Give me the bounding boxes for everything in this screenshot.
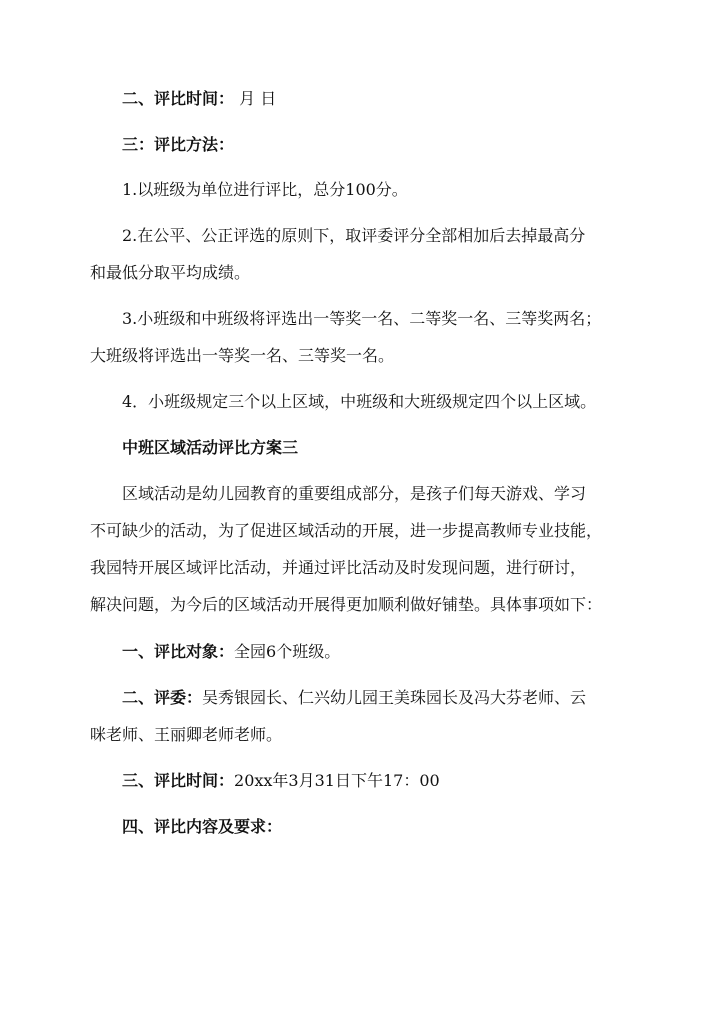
- paragraph-line: 大班级将评选出一等奖一名、三等奖一名。: [90, 346, 395, 365]
- paragraph-line: 1.以班级为单位进行评比，总分100分。: [122, 180, 408, 199]
- section-label: 一、评比对象：: [122, 642, 235, 661]
- section-value: 20xx年3月31日下午17：00: [234, 771, 440, 790]
- paragraph-line: 不可缺少的活动，为了促进区域活动的开展，进一步提高教师专业技能，: [90, 521, 603, 540]
- paragraph-line: 我园特开展区域评比活动，并通过评比活动及时发现问题，进行研讨，: [90, 558, 587, 577]
- paragraph-line: 区域活动是幼儿园教育的重要组成部分，是孩子们每天游戏、学习: [122, 484, 587, 503]
- paragraph-line: 2.在公平、公正评选的原则下，取评委评分全部相加后去掉最高分: [122, 226, 586, 245]
- section-value: 月 日: [234, 89, 277, 108]
- section-evaluation-time: [122, 88, 650, 110]
- paragraph-line: 解决问题，为今后的区域活动开展得更加顺利做好铺垫。具体事项如下：: [90, 595, 603, 614]
- section-value: 全园6个班级。: [234, 642, 341, 661]
- paragraph-line: 3.小班级和中班级将评选出一等奖一名、二等奖一名、三等奖两名；: [122, 309, 602, 328]
- paragraph-line: 和最低分取平均成绩。: [90, 263, 251, 282]
- heading-plan-three: 中班区域活动评比方案三: [122, 438, 299, 457]
- section-label: 三：评比方法：: [122, 135, 235, 154]
- section-content-requirements: [122, 816, 650, 838]
- section-value: 吴秀银园长、仁兴幼儿园王美珠园长及冯大芬老师、云: [202, 688, 587, 707]
- section-label: 二、评比时间：: [122, 89, 235, 108]
- section-evaluation-time-2: [122, 770, 650, 792]
- paragraph-line: 4．小班级规定三个以上区域，中班级和大班级规定四个以上区域。: [122, 392, 597, 411]
- section-label: 四、评比内容及要求：: [122, 817, 283, 836]
- section-label: 三、评比时间：: [122, 771, 235, 790]
- section-evaluation-object: [122, 641, 650, 663]
- section-label: 二、评委：: [122, 688, 203, 707]
- section-judges: [122, 687, 650, 709]
- section-evaluation-method: [122, 134, 650, 156]
- paragraph-line: 咪老师、王丽卿老师老师。: [90, 725, 283, 744]
